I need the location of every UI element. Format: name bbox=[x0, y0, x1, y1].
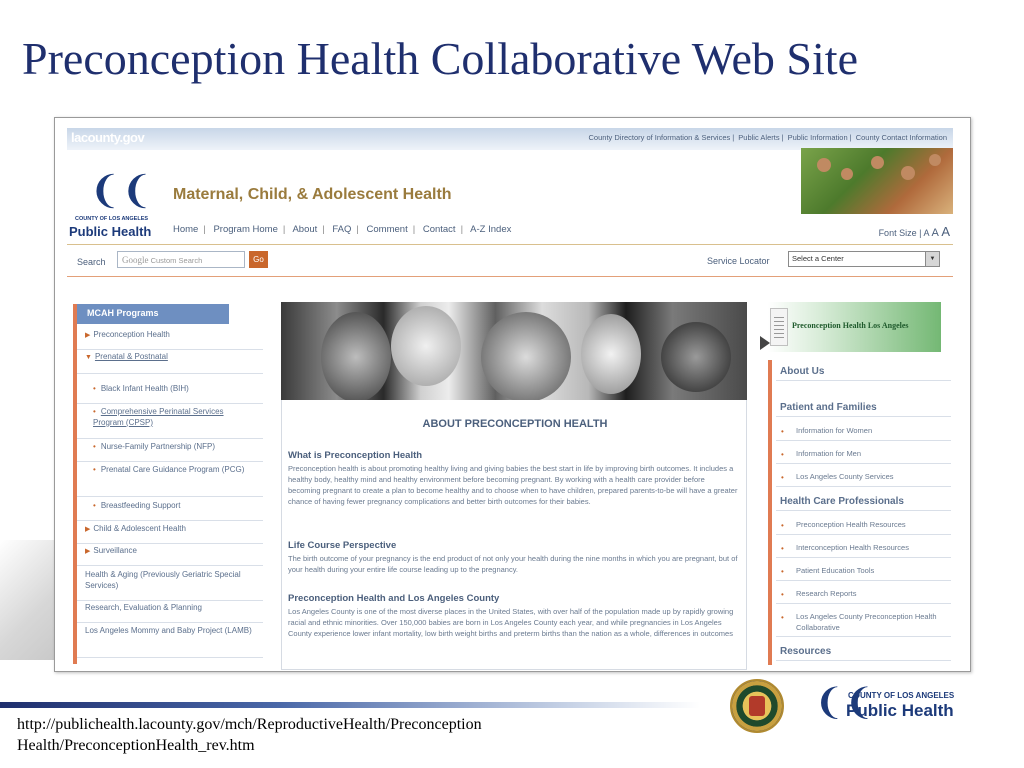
topbar-link[interactable]: Public Alerts bbox=[738, 133, 780, 142]
source-url-line-1: http://publichealth.lacounty.gov/mch/ReproductiveHealth/Preconception bbox=[17, 716, 482, 733]
sidebar-item-nfp[interactable]: • Nurse-Family Partnership (NFP) bbox=[77, 442, 263, 462]
right-nav-item[interactable]: • Los Angeles County Preconception Health Collaborative bbox=[776, 612, 951, 637]
search-divider bbox=[67, 276, 953, 277]
search-go-button[interactable]: Go bbox=[249, 251, 268, 268]
nav-home[interactable]: Home bbox=[173, 224, 199, 235]
font-size-large[interactable]: A bbox=[941, 224, 950, 239]
bullet-icon: • bbox=[781, 613, 784, 622]
bullet-icon: • bbox=[781, 544, 784, 553]
main-content bbox=[281, 400, 747, 670]
main-nav: Home | Program Home | About | FAQ | Comment | Contact | A-Z Index bbox=[173, 224, 512, 235]
right-nav-heading-resources[interactable]: Resources bbox=[776, 646, 951, 661]
search-label: Search bbox=[77, 257, 106, 267]
footer-logo-name: Public Health bbox=[846, 701, 954, 720]
bullet-icon: • bbox=[781, 473, 784, 482]
slide-title: Preconception Health Collaborative Web Site bbox=[22, 33, 858, 84]
arrow-pointer-icon bbox=[760, 336, 770, 350]
bullet-icon: • bbox=[93, 501, 96, 510]
section-heading: Life Course Perspective bbox=[288, 540, 397, 551]
nav-program-home[interactable]: Program Home bbox=[213, 224, 278, 235]
photo-banner bbox=[281, 302, 747, 400]
section-body: Los Angeles County is one of the most diverse places in the United States, with over half of the population made up by rapidly growing racial and ethnic minorities. Over 150,000 babies are born in Los Angeles County each year, and while pregnancies in Los Angeles County experience lower infant mortality, low birth weight births and preterm births than the nation as a whole, differences in outcomes bbox=[288, 607, 734, 638]
sidebar-item-prenatal[interactable]: ▼ Prenatal & Postnatal bbox=[77, 352, 263, 374]
service-locator-value: Select a Center bbox=[792, 254, 844, 263]
footer-rule bbox=[0, 702, 700, 708]
service-locator-select[interactable] bbox=[788, 251, 940, 267]
bullet-icon: • bbox=[93, 384, 96, 393]
public-health-logo[interactable] bbox=[69, 168, 159, 243]
section-heading: What is Preconception Health bbox=[288, 450, 423, 461]
right-nav-item[interactable]: • Interconception Health Resources bbox=[776, 543, 951, 558]
family-photo bbox=[801, 148, 953, 214]
source-url-line-2: Health/PreconceptionHealth_rev.htm bbox=[17, 736, 255, 754]
logo-name-text: Public Health bbox=[69, 224, 152, 239]
header-divider bbox=[67, 244, 953, 245]
right-nav-item[interactable]: • Los Angeles County Services bbox=[776, 472, 951, 487]
service-locator-label: Service Locator bbox=[707, 256, 770, 266]
nav-about[interactable]: About bbox=[292, 224, 318, 235]
right-sidebar bbox=[768, 360, 953, 665]
right-nav-heading-patients[interactable]: Patient and Families bbox=[776, 402, 951, 417]
content-title: ABOUT PRECONCEPTION HEALTH bbox=[422, 418, 608, 430]
public-health-mark-icon: ❨❨ bbox=[814, 682, 875, 723]
chevron-down-icon[interactable]: ▼ bbox=[925, 252, 939, 266]
right-nav-heading-professionals[interactable]: Health Care Professionals bbox=[776, 496, 951, 511]
county-topbar bbox=[67, 128, 953, 150]
bullet-icon: • bbox=[93, 465, 96, 474]
public-health-mark-icon: ❨❨ bbox=[89, 168, 153, 212]
sidebar-item-bih[interactable]: • Black Infant Health (BIH) bbox=[77, 384, 263, 404]
site-name: Maternal, Child, & Adolescent Health bbox=[173, 186, 452, 203]
google-brand: Google bbox=[122, 255, 149, 265]
nav-az-index[interactable]: A-Z Index bbox=[470, 224, 512, 235]
bullet-icon: • bbox=[93, 407, 96, 416]
sidebar-item-health-aging[interactable]: Health & Aging (Previously Geriatric Special Services) bbox=[77, 570, 263, 601]
bullet-icon: • bbox=[781, 567, 784, 576]
lacounty-logo[interactable]: lacounty.gov bbox=[71, 130, 145, 145]
bullet-icon: • bbox=[781, 521, 784, 530]
right-nav-item[interactable]: • Information for Men bbox=[776, 449, 951, 464]
caret-right-icon: ▶ bbox=[85, 332, 91, 339]
bullet-icon: • bbox=[781, 427, 784, 436]
sidebar-item-surveillance[interactable]: ▶ Surveillance bbox=[77, 546, 263, 566]
footer-logo-county: COUNTY OF LOS ANGELES bbox=[848, 691, 955, 700]
topbar-link[interactable]: County Directory of Information & Services bbox=[588, 133, 731, 142]
sidebar-item-cpsp[interactable]: • Comprehensive Perinatal Services Program (CPSP) bbox=[77, 407, 263, 439]
nav-contact[interactable]: Contact bbox=[422, 224, 456, 235]
left-sidebar bbox=[73, 304, 263, 664]
sidebar-item-breastfeeding[interactable]: • Breastfeeding Support bbox=[77, 501, 263, 521]
bullet-icon: • bbox=[781, 450, 784, 459]
document-icon bbox=[770, 308, 788, 346]
topbar-link[interactable]: Public Information bbox=[787, 133, 848, 142]
right-nav-item[interactable]: • Preconception Health Resources bbox=[776, 520, 951, 535]
right-nav-about-us[interactable]: About Us bbox=[776, 366, 951, 381]
right-nav-item[interactable]: • Information for Women bbox=[776, 426, 951, 441]
sidebar-item-research[interactable]: Research, Evaluation & Planning bbox=[77, 603, 263, 623]
sidebar-item-child-adolescent[interactable]: ▶ Child & Adolescent Health bbox=[77, 524, 263, 544]
font-size-small[interactable]: A bbox=[923, 228, 929, 238]
nav-faq[interactable]: FAQ bbox=[332, 224, 352, 235]
sidebar-header: MCAH Programs bbox=[77, 304, 229, 324]
font-size-medium[interactable]: A bbox=[931, 227, 939, 239]
font-size-label: Font Size | bbox=[878, 228, 922, 238]
logo-county-text: COUNTY OF LOS ANGELES bbox=[75, 216, 149, 222]
bullet-icon: • bbox=[781, 590, 784, 599]
preconception-la-banner[interactable] bbox=[768, 302, 941, 352]
nav-comment[interactable]: Comment bbox=[366, 224, 408, 235]
right-nav-item[interactable]: • Patient Education Tools bbox=[776, 566, 951, 581]
website-screenshot bbox=[54, 117, 971, 672]
source-url[interactable] bbox=[17, 715, 482, 757]
banner-label: Preconception Health Los Angeles bbox=[792, 321, 909, 330]
county-seal-icon bbox=[730, 679, 784, 733]
font-size-control bbox=[879, 224, 950, 239]
slide-decoration bbox=[0, 540, 60, 660]
caret-down-icon: ▼ bbox=[85, 354, 92, 361]
sidebar-item-preconception[interactable]: ▶ Preconception Health bbox=[77, 330, 263, 350]
sidebar-item-lamb[interactable]: Los Angeles Mommy and Baby Project (LAMB) bbox=[77, 626, 263, 658]
caret-right-icon: ▶ bbox=[85, 526, 91, 533]
bullet-icon: • bbox=[93, 442, 96, 451]
search-placeholder: Custom Search bbox=[150, 256, 203, 265]
topbar-link[interactable]: County Contact Information bbox=[855, 133, 947, 142]
search-input[interactable] bbox=[117, 251, 245, 268]
footer-public-health-logo bbox=[814, 682, 964, 730]
right-nav-item[interactable]: • Research Reports bbox=[776, 589, 951, 604]
sidebar-item-pcg[interactable]: • Prenatal Care Guidance Program (PCG) bbox=[77, 465, 263, 497]
section-body: The birth outcome of your pregnancy is the end product of not only your health during the nine months in which you are pregnant, but of your health during your entire life course leading up to the pregnancy. bbox=[288, 554, 738, 574]
topbar-links: County Directory of Information & Services | Public Alerts | Public Information | County Contact Information bbox=[588, 133, 947, 142]
section-heading: Preconception Health and Los Angeles County bbox=[288, 593, 500, 604]
section-body: Preconception health is about promoting healthy living and giving babies the best start in life by improving birth outcomes. It includes a healthy body, healthy mind and healthy environment before becoming pregnant. By working with a health care provider before becoming pregnant to create a plan to become healthy and to choose when to have children, prepared parents-to-be will have a greater chance of having fewer pregnancy complications and better birth outcomes for their babies. bbox=[288, 464, 738, 506]
caret-right-icon: ▶ bbox=[85, 548, 91, 555]
